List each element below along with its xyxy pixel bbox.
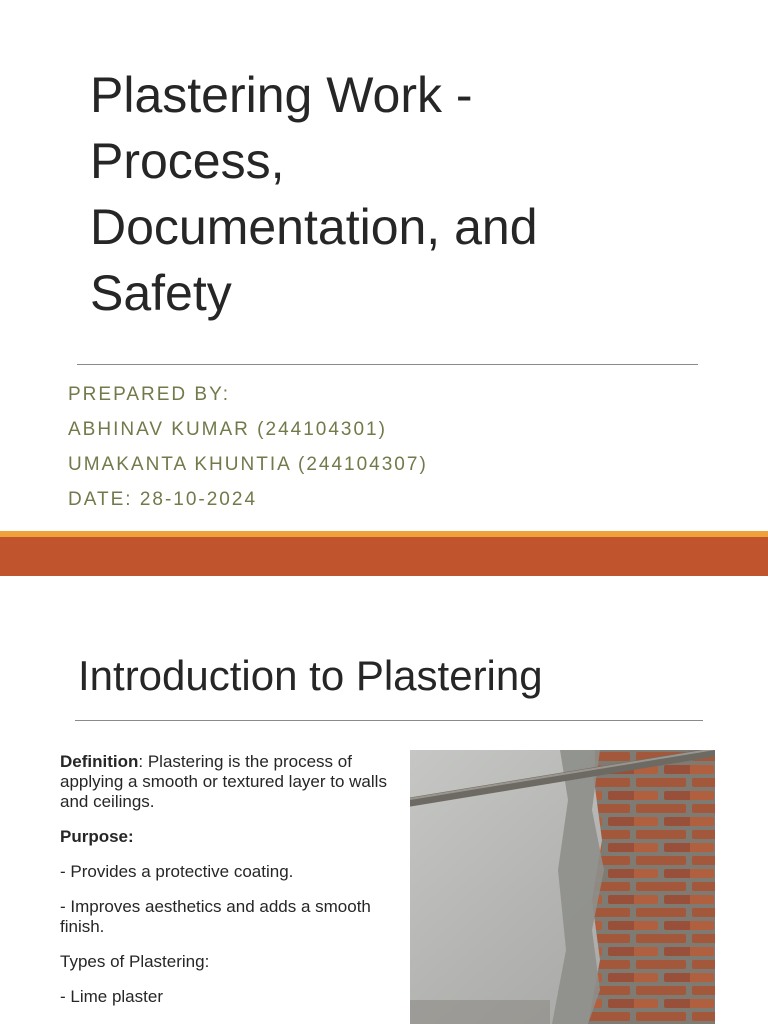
presentation-date: DATE: 28-10-2024 (68, 489, 258, 510)
brick-wall (588, 750, 715, 1024)
slide-heading: Introduction to Plastering (78, 652, 543, 699)
author-1: ABHINAV KUMAR (244104301) (68, 419, 387, 440)
author-2: UMAKANTA KHUNTIA (244104307) (68, 454, 428, 475)
title-line: Plastering Work - (90, 67, 473, 123)
intro-text (60, 752, 400, 1022)
definition-label: Definition (60, 752, 139, 771)
plastered-wall-photo (410, 750, 715, 1024)
prepared-by-label: PREPARED BY: (68, 384, 230, 405)
accent-band (0, 537, 768, 576)
purpose-item: - Improves aesthetics and adds a smooth finish. (60, 897, 371, 936)
types-item: - Lime plaster (60, 987, 163, 1006)
slide-title (90, 62, 730, 326)
types-label: Types of Plastering: (60, 952, 210, 971)
definition-text: : Plastering is the process of applying a smooth or textured layer to walls and ceilings. (60, 752, 387, 811)
title-divider (77, 364, 698, 365)
subtitle-block (68, 377, 748, 517)
definition-paragraph (60, 752, 400, 812)
title-line: Safety (90, 265, 232, 321)
title-line: Documentation, and (90, 199, 538, 255)
purpose-label: Purpose: (60, 827, 134, 846)
wall-base (410, 1000, 550, 1024)
purpose-item: - Provides a protective coating. (60, 862, 294, 881)
intro-slide (0, 577, 768, 1024)
title-line: Process, (90, 133, 285, 189)
heading-divider (75, 720, 703, 721)
